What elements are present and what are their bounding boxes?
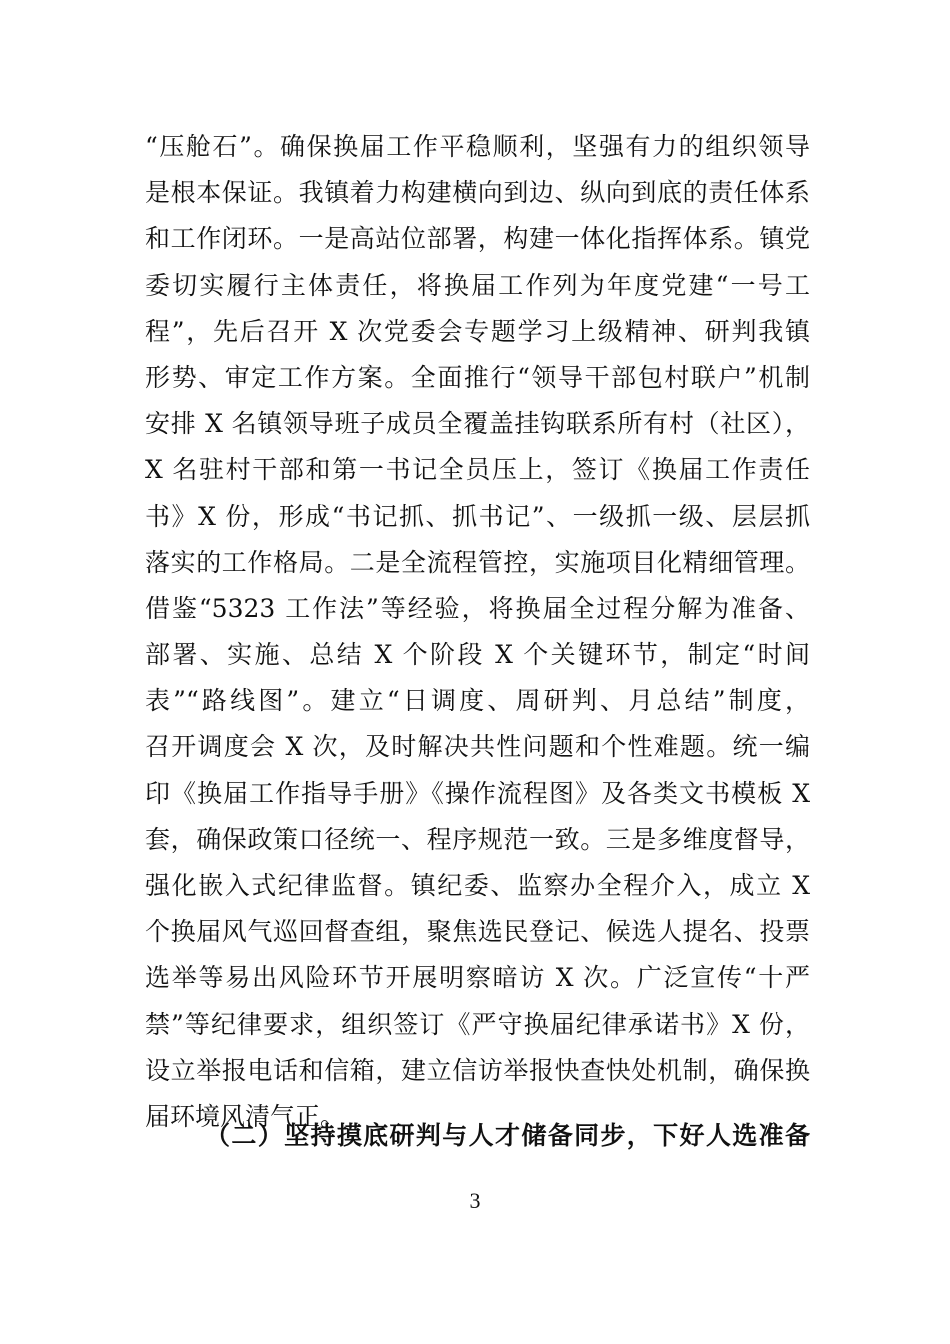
body-paragraph: [145, 124, 810, 1140]
paragraph-line: 套，确保政策口径统一、程序规范一致。三是多维度督导，: [145, 824, 810, 854]
paragraph-line: 落实的工作格局。二是全流程管控，实施项目化精细管理。: [145, 547, 810, 577]
paragraph-line: 个换届风气巡回督查组，聚焦选民登记、候选人提名、投票: [145, 917, 810, 947]
paragraph-line: 程”，先后召开 X 次党委会专题学习上级精神、研判我镇: [145, 316, 810, 346]
paragraph-line: 印《换届工作指导手册》《操作流程图》及各类文书模板 X: [145, 778, 810, 808]
paragraph-line: 召开调度会 X 次，及时解决共性问题和个性难题。统一编: [145, 732, 810, 762]
paragraph-line: 禁”等纪律要求，组织签订《严守换届纪律承诺书》X 份，: [145, 1009, 810, 1039]
paragraph-line: “压舱石”。确保换届工作平稳顺利，坚强有力的组织领导: [145, 132, 810, 161]
paragraph-line: 表”“路线图”。建立“日调度、周研判、月总结”制度，: [145, 686, 810, 716]
section-heading: （二）坚持摸底研判与人才储备同步，下好人选准备: [205, 1121, 810, 1150]
paragraph-line: 届环境风清气正。: [145, 1101, 346, 1131]
page-number: 3: [469, 1188, 481, 1213]
paragraph-line: 是根本保证。我镇着力构建横向到边、纵向到底的责任体系: [145, 178, 810, 208]
paragraph-line: X 名驻村干部和第一书记全员压上，签订《换届工作责任: [145, 455, 810, 485]
paragraph-line: 借鉴“5323 工作法”等经验，将换届全过程分解为准备、: [145, 593, 810, 623]
paragraph-line: 部署、实施、总结 X 个阶段 X 个关键环节，制定“时间: [145, 640, 810, 670]
paragraph-line: 书》X 份，形成“书记抓、抓书记”、一级抓一级、层层抓: [145, 501, 810, 531]
paragraph-line: 形势、审定工作方案。全面推行“领导干部包村联户”机制: [145, 362, 810, 392]
paragraph-line: 设立举报电话和信箱，建立信访举报快查快处机制，确保换: [145, 1055, 810, 1085]
paragraph-line: 强化嵌入式纪律监督。镇纪委、监察办全程介入，成立 X: [145, 871, 810, 900]
paragraph-line: 选举等易出风险环节开展明察暗访 X 次。广泛宣传“十严: [145, 963, 810, 993]
paragraph-line: 委切实履行主体责任，将换届工作列为年度党建“一号工: [145, 270, 810, 300]
paragraph-line: 和工作闭环。一是高站位部署，构建一体化指挥体系。镇党: [145, 224, 810, 254]
paragraph-line: 安排 X 名镇领导班子成员全覆盖挂钩联系所有村（社区），: [145, 409, 810, 439]
